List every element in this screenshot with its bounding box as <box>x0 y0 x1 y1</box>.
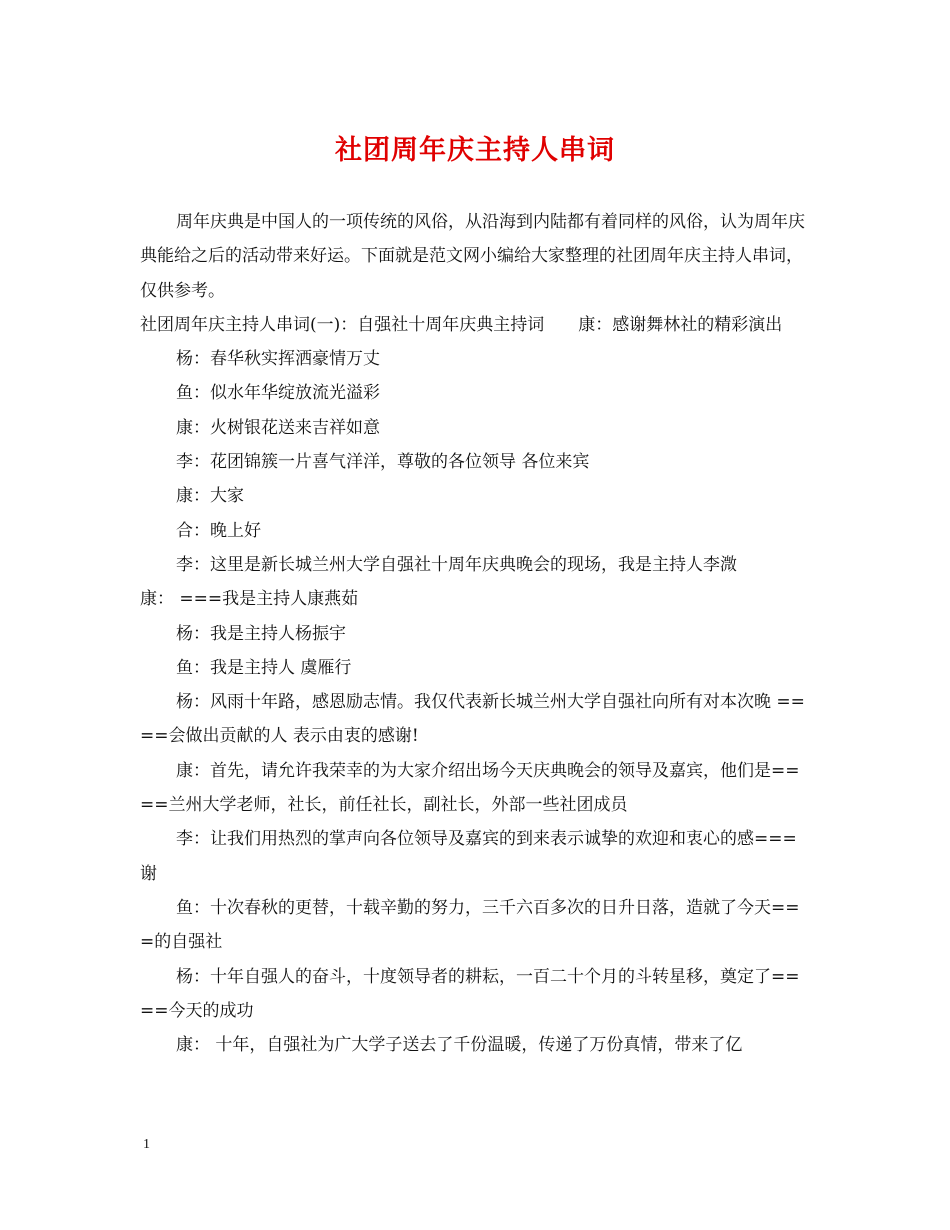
body-paragraph: 康：首先，请允许我荣幸的为大家介绍出场今天庆典晚会的领导及嘉宾，他们是====兰州大学老师，社长，前任社长，副社长，外部一些社团成员 <box>140 760 800 816</box>
body-paragraph: 杨：风雨十年路，感恩励志情。我仅代表新长城兰州大学自强社向所有对本次晚 ====会做出贡献的人 表示由衷的感谢! <box>140 692 805 747</box>
page-number: 1 <box>143 1137 150 1152</box>
body-paragraph: 康： 十年，自强社为广大学子送去了千份温暖，传递了万份真情，带来了亿 <box>176 1035 743 1056</box>
body-paragraph: 鱼：我是主持人 虞雁行 <box>176 657 352 678</box>
body-paragraph: 鱼：十次春秋的更替，十载辛勤的努力，三千六百多次的日升日落，造就了今天===的自强社 <box>140 897 800 953</box>
body-paragraph: 合：晚上好 <box>176 520 261 541</box>
body-paragraph: 李：这里是新长城兰州大学自强社十周年庆典晚会的现场，我是主持人李溦 <box>176 554 737 575</box>
body-paragraph: 鱼：似水年华绽放流光溢彩 <box>176 383 380 404</box>
body-paragraph: 康：大家 <box>176 486 244 507</box>
body-paragraph: 杨：十年自强人的奋斗，十度领导者的耕耘，一百二十个月的斗转星移，奠定了====今天的成功 <box>140 966 800 1021</box>
body-paragraph: 杨：我是主持人杨振宇 <box>176 623 346 644</box>
body-paragraph: 李：让我们用热烈的掌声向各位领导及嘉宾的到来表示诚挚的欢迎和衷心的感===谢 <box>140 829 797 884</box>
document-body <box>140 205 812 1062</box>
document-title: 社团周年庆主持人串词 <box>335 135 615 166</box>
body-paragraph: 康： ===我是主持人康燕茹 <box>140 589 359 610</box>
body-paragraph: 康：火树银花送来吉祥如意 <box>176 417 380 438</box>
body-paragraph: 社团周年庆主持人串词(一)：自强社十周年庆典主持词 康：感谢舞林社的精彩演出 <box>140 314 783 335</box>
body-paragraph: 李：花团锦簇一片喜气洋洋，尊敬的各位领导 各位来宾 <box>176 452 590 473</box>
body-paragraph: 杨：春华秋实挥洒豪情万丈 <box>176 349 380 370</box>
body-paragraph: 周年庆典是中国人的一项传统的风俗，从沿海到内陆都有着同样的风俗，认为周年庆典能给之后的活动带来好运。下面就是范文网小编给大家整理的社团周年庆主持人串词，仅供参考。 <box>140 212 805 301</box>
